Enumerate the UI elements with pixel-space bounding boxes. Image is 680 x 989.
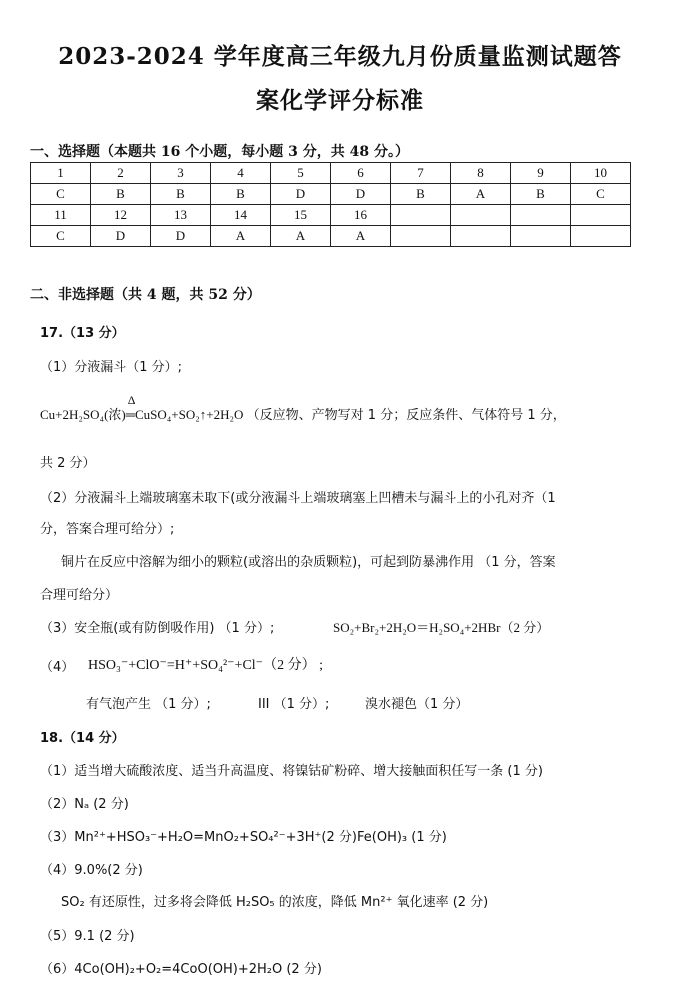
heating-equals-sign: Δ ═ [125,393,136,422]
table-row [31,184,631,205]
answer-cell [391,226,451,247]
question-number-cell: 14 [211,205,271,226]
q17-part4-label: （4） [40,660,75,675]
question-number-cell: 10 [571,163,631,184]
section-nonchoice-heading: 二、非选择题（共 4 题，共 52 分） [30,287,261,303]
q17-part2-line2: 分，答案合理可给分）; [40,522,175,537]
question-number-cell [451,205,511,226]
answer-cell: B [91,184,151,205]
question-number-cell: 8 [451,163,511,184]
table-row [31,205,631,226]
answer-cell [451,226,511,247]
answer-table [30,162,631,247]
table-row [31,226,631,247]
q18-part3-b: Fe(OH)₃ (1 分) [357,830,447,845]
q18-part1: （1）适当增大硫酸浓度、适当升高温度、将镍钴矿粉碎、增大接触面积任写一条 (1 分) [40,764,543,779]
answer-cell: B [391,184,451,205]
answer-cell: C [571,184,631,205]
q18-part3-a: （3）Mn²⁺+HSO₃⁻+H₂O=MnO₂+SO₄²⁻+3H⁺(2 分) [40,830,357,845]
q17-part4-b: 有气泡产生 （1 分）; [86,697,211,712]
q18-part2: （2）Nₐ (2 分) [40,797,129,812]
section-choice-heading: 一、选择题（本题共 16 个小题，每小题 3 分，共 48 分。） [30,144,409,160]
question-number-cell: 3 [151,163,211,184]
answer-cell: D [331,184,391,205]
answer-cell: D [151,226,211,247]
question-number-cell: 4 [211,163,271,184]
q17-part2-line3: 铜片在反应中溶解为细小的颗粒(或溶出的杂质颗粒)，可起到防暴沸作用 （1 分，答案 [61,555,556,570]
question-number-cell: 15 [271,205,331,226]
q18-part4: （4）9.0%(2 分) [40,863,143,878]
question-number-cell [391,205,451,226]
question-number-cell: 5 [271,163,331,184]
answer-cell: C [31,184,91,205]
answer-cell: A [271,226,331,247]
answer-cell [511,226,571,247]
q17-part1: （1）分液漏斗（1 分）; [40,360,183,375]
delta-symbol: Δ [127,393,136,407]
q18-part4-b: SO₂ 有还原性，过多将会降低 H₂SO₅ 的浓度，降低 Mn²⁺ 氧化速率 (2 分) [61,895,489,910]
q17-equation-line [40,393,566,423]
question-number-cell: 6 [331,163,391,184]
answer-cell: C [31,226,91,247]
answer-cell: A [211,226,271,247]
question-number-cell: 9 [511,163,571,184]
q18-heading: 18.（14 分） [40,731,125,746]
q17-equation-left: Cu+2H₂SO₄(浓) [40,407,126,422]
q17-part4-d: 溴水褪色（1 分） [365,697,469,712]
document-title-line1: 2023-2024 学年度高三年级九月份质量监测试题答 [58,43,622,70]
q17-part3-a: （3）安全瓶(或有防倒吸作用) （1 分）; [40,621,275,636]
question-number-cell: 16 [331,205,391,226]
answer-cell: D [91,226,151,247]
q17-heading: 17.（13 分） [40,326,125,341]
q17-equation-note2: 共 2 分） [40,456,96,471]
q17-part3-b: SO₂+Br₂+2H₂O＝H₂SO₄+2HBr（2 分） [333,620,550,635]
q17-part4-equation: HSO₃⁻+ClO⁻=H⁺+SO₄²⁻+Cl⁻（2 分） ; [88,658,323,673]
q17-equation-right: CuSO₄+SO₂↑+2H₂O [134,407,244,422]
question-number-cell [511,205,571,226]
question-number-cell: 2 [91,163,151,184]
document-title-line2: 案化学评分标准 [256,87,424,114]
answer-cell: B [211,184,271,205]
answer-cell: D [271,184,331,205]
q17-equation-note: （反应物、产物写对 1 分；反应条件、气体符号 1 分， [246,408,566,423]
table-row [31,163,631,184]
answer-cell: B [511,184,571,205]
question-number-cell: 1 [31,163,91,184]
question-number-cell: 7 [391,163,451,184]
question-number-cell: 13 [151,205,211,226]
q18-part6: （6）4Co(OH)₂+O₂=4CoO(OH)+2H₂O (2 分) [40,962,322,977]
question-number-cell: 12 [91,205,151,226]
q18-part5: （5）9.1 (2 分) [40,929,135,944]
q17-part2-line1: （2）分液漏斗上端玻璃塞未取下(或分液漏斗上端玻璃塞上凹槽未与漏斗上的小孔对齐（1 [40,491,556,506]
answer-cell: A [451,184,511,205]
question-number-cell [571,205,631,226]
q17-part4-c: III （1 分）; [258,697,330,712]
q17-part2-line4: 合理可给分） [40,588,119,603]
answer-cell: A [331,226,391,247]
answer-cell [571,226,631,247]
question-number-cell: 11 [31,205,91,226]
answer-cell: B [151,184,211,205]
